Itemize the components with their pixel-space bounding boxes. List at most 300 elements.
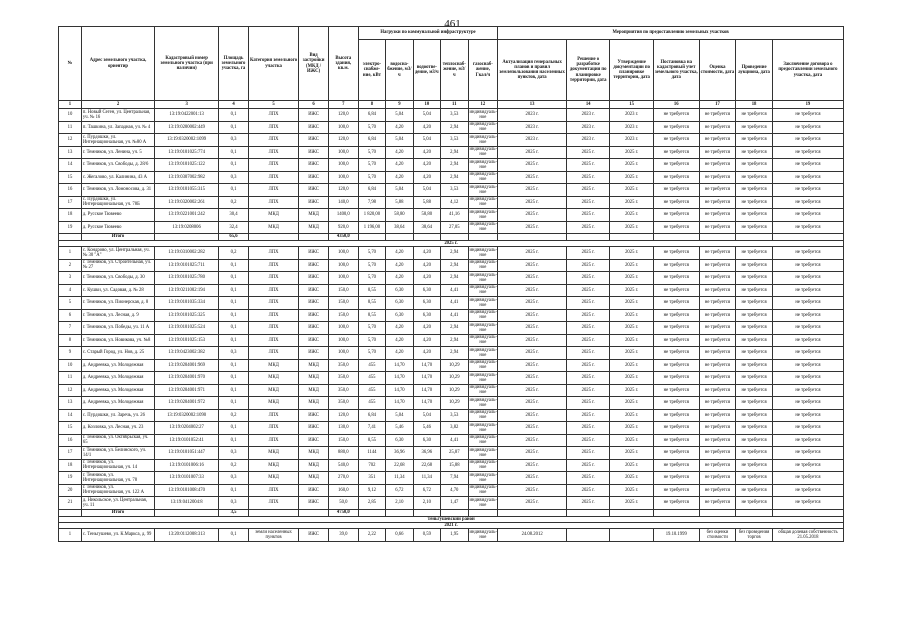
contract-cell: не требуется [772,472,843,485]
contract-cell: не требуется [772,434,843,447]
year-section-title: 2025 г. [59,241,844,247]
contract-cell: не требуется [772,159,843,172]
approve-cell: 2025 г. [610,334,653,347]
row-no: 17 [59,196,82,209]
gas-cell: индивидуаль-ное [469,122,497,133]
table-row [59,529,844,542]
total-spacer [358,509,385,516]
valuation-cell: не требуется [699,209,736,222]
year-section-title: 2021 г. [59,522,844,528]
approve-cell: 2025 г. [610,297,653,310]
col-valuation-header: Оценка стоимости, дата [699,40,736,101]
column-number: 15 [610,101,653,109]
address-cell: д. Русское Тювеево [81,221,154,234]
cadastral-cell: 13:19:0101025:774 [155,146,219,159]
update-plan-cell: 2025 г. [498,334,567,347]
address-cell: г. Темников, ул. Свободы, д. 30 [81,272,154,285]
cadastral-cell: 13:19:0101025:122 [155,159,219,172]
area-cell: 0,3 [219,472,249,485]
gas-cell: индивидуаль-ное [469,472,497,483]
total-spacer [653,234,699,241]
height-cell: 350,0 [328,359,358,372]
cadastre-cell: не требуется [653,196,699,209]
drainage-cell: 5,04 [413,134,440,147]
gas-cell: индивидуаль-ное [469,172,497,183]
build-type-cell: ИЖС [299,322,329,335]
approve-cell: 2025 г. [610,221,653,234]
valuation-cell: не требуется [699,284,736,297]
electricity-cell: 7,41 [358,422,385,435]
row-no: 20 [59,484,82,497]
auction-cell: не требуется [736,134,773,147]
address-cell: с. Теньгушево, ул. К.Маркса, д. 99 [81,529,154,542]
category-cell: МКД [248,209,298,222]
area-cell: 0,3 [219,497,249,510]
col-height-header: Высота здания, кв.м. [328,27,358,101]
electricity-cell: 5,70 [358,247,385,260]
area-cell: 0,1 [219,422,249,435]
valuation-cell: не требуется [699,121,736,134]
contract-cell: не требуется [772,484,843,497]
col-permit-header: Решение о разработке документации по планировке территории, дата [566,40,609,101]
cadastral-cell: 13:19:0101035:334 [155,297,219,310]
column-number: 2 [81,101,154,109]
category-cell: ЛПХ [248,497,298,510]
update-plan-cell: 2025 г. [498,359,567,372]
auction-cell: не требуется [736,484,773,497]
valuation-cell: не требуется [699,447,736,460]
electricity-cell: 5,70 [358,121,385,134]
row-no: 15 [59,171,82,184]
approve-cell: 2025 г. [610,322,653,335]
category-cell: ЛПХ [248,484,298,497]
row-no: 13 [59,146,82,159]
water-cell: 5,04 [386,184,413,197]
row-no: 14 [59,159,82,172]
table-row [59,359,844,372]
total-spacer [299,509,329,516]
area-cell: 0,1 [219,434,249,447]
total-spacer [772,234,843,241]
permit-cell: 2025 г. [566,247,609,260]
drainage-cell: 4,20 [413,259,440,272]
cadastral-cell: 13:19:0412004:8 [155,497,219,510]
water-cell: 11,34 [386,472,413,485]
permit-cell: 2025 г. [566,384,609,397]
build-type-cell: ИЖС [299,284,329,297]
electricity-cell: 455 [358,384,385,397]
build-type-cell: ИЖС [299,347,329,360]
cadastre-cell: не требуется [653,272,699,285]
build-type-cell: МКД [299,447,329,460]
row-no: 17 [59,447,82,460]
valuation-cell: не требуется [699,146,736,159]
contract-cell: не требуется [772,359,843,372]
cadastre-cell: не требуется [653,134,699,147]
permit-cell: 2025 г. [566,434,609,447]
cadastre-cell: не требуется [653,322,699,335]
total-spacer [413,509,440,516]
height-cell: 540,0 [328,459,358,472]
total-label: Итого [81,234,154,241]
valuation-cell: не требуется [699,196,736,209]
electricity-cell: 6,84 [358,409,385,422]
gas-cell: индивидуаль-ное [469,147,497,158]
col-contract-header: Заключение договора о предоставлении земельного участка, дата [772,40,843,101]
drainage-cell: 5,04 [413,109,440,122]
cadastre-cell: 19.10.1999 [653,529,699,542]
address-cell: г. Темников, ул. Интернациональная, уч. 78 [81,472,154,485]
total-spacer [653,509,699,516]
water-cell: 6,30 [386,434,413,447]
heat-cell: 4,41 [441,309,468,322]
electricity-cell: 7,98 [358,196,385,209]
gas-cell: индивидуаль-ное [469,397,497,408]
cadastral-cell: 13:19:0101006:16 [155,459,219,472]
approve-cell: 2025 г. [610,472,653,485]
update-plan-cell: 2025 г. [498,322,567,335]
address-cell: д. Козловка, ул. Лесная, уч. 23 [81,422,154,435]
height-cell: 39,0 [328,529,358,542]
cadastre-cell: не требуется [653,221,699,234]
category-cell: ЛПХ [248,159,298,172]
gas-cell: индивидуаль-ное [469,410,497,421]
valuation-cell: без оценки стоимости [699,529,736,542]
auction-cell: не требуется [736,184,773,197]
heat-cell: 41,16 [441,209,468,222]
drainage-cell: 6,30 [413,284,440,297]
total-spacer [772,509,843,516]
update-plan-cell: 2025 г. [498,221,567,234]
heat-cell: 2,94 [441,322,468,335]
valuation-cell: не требуется [699,497,736,510]
address-cell: с. Пурдошки, ул. Заречь, уч. 26 [81,409,154,422]
water-cell: 4,20 [386,146,413,159]
update-plan-cell: 2025 г. [498,272,567,285]
table-row [59,247,844,260]
electricity-cell: 702 [358,459,385,472]
gas-cell: индивидуаль-ное [469,197,497,208]
water-cell: 6,30 [386,284,413,297]
cadastre-cell: не требуется [653,171,699,184]
address-cell: г. Темников, ул. Свободы, д. 28/6 [81,159,154,172]
approve-cell: 2023 г. [610,109,653,122]
address-cell: г. Темников, ул. Пионерская, д. 8 [81,297,154,310]
permit-cell: 2025 г. [566,272,609,285]
drainage-cell: 5,88 [413,196,440,209]
approve-cell: 2025 г. [610,184,653,197]
build-type-cell: МКД [299,397,329,410]
auction-cell: не требуется [736,359,773,372]
contract-cell: не требуется [772,284,843,297]
approve-cell: 2025 г. [610,484,653,497]
update-plan-cell: 2025 г. [498,196,567,209]
water-cell: 14,70 [386,397,413,410]
drainage-cell: 2,10 [413,497,440,510]
row-no: 11 [59,121,82,134]
cadastre-cell: не требуется [653,284,699,297]
heat-cell: 4,70 [441,484,468,497]
col-category-header: Категория земельного участка [248,27,298,101]
col-heat-header: теплоснаб-жение, м3/ч [441,40,468,101]
valuation-cell: не требуется [699,134,736,147]
total-spacer [59,234,82,241]
height-cell: 1400,0 [328,209,358,222]
category-cell: ЛПХ [248,134,298,147]
area-cell: 0,1 [219,159,249,172]
row-no: 1 [59,247,82,260]
cadastral-cell: 13:19:0320002:261 [155,196,219,209]
valuation-cell: не требуется [699,334,736,347]
col-water-header: водосна-бжение, м3/ч [386,40,413,101]
update-plan-cell: 2025 г. [498,397,567,410]
row-no: 8 [59,334,82,347]
water-cell: 5,46 [386,422,413,435]
cadastral-cell: 13:19:0101025:153 [155,334,219,347]
heat-cell: 3,53 [441,184,468,197]
area-cell: 0,1 [219,529,249,542]
gas-cell: индивидуаль-ное [469,360,497,371]
build-type-cell: ИЖС [299,497,329,510]
approve-cell: 2025 г. [610,372,653,385]
total-spacer [566,234,609,241]
approve-cell: 2025 г. [610,146,653,159]
contract-cell: не требуется [772,209,843,222]
heat-cell: 2,94 [441,171,468,184]
contract-cell: не требуется [772,459,843,472]
cadastral-cell: 13:19:0204002:27 [155,422,219,435]
electricity-cell: 5,70 [358,146,385,159]
total-spacer [610,509,653,516]
cadastral-cell: 13:19:0204001:971 [155,384,219,397]
update-plan-cell: 2025 г. [498,297,567,310]
total-spacer [699,234,736,241]
auction-cell: не требуется [736,209,773,222]
address-cell: г. Темников, ул. Ленина, уч. 5 [81,146,154,159]
cadastre-cell: не требуется [653,372,699,385]
category-cell: МКД [248,472,298,485]
heat-cell: 2,94 [441,146,468,159]
height-cell: 50,0 [328,497,358,510]
row-no: 19 [59,221,82,234]
infra-group-header: Нагрузки по коммунальной инфраструктуре [358,27,498,40]
approve-cell: 2025 г. [610,397,653,410]
gas-cell: индивидуаль-ное [469,247,497,258]
area-cell: 0,1 [219,372,249,385]
build-type-cell: МКД [299,359,329,372]
row-no: 16 [59,434,82,447]
address-cell: г. Темников, ул. Октябрьская, уч. 65 [81,434,154,447]
build-type-cell: ИЖС [299,146,329,159]
update-plan-cell: 2023 г. [498,134,567,147]
permit-cell: 2025 г. [566,297,609,310]
heat-cell: 4,41 [441,284,468,297]
height-cell: 100,0 [328,347,358,360]
permit-cell: 2025 г. [566,359,609,372]
total-area: 65,6 [219,234,249,241]
column-number: 14 [566,101,609,109]
row-no: 10 [59,109,82,122]
area-cell: 0,2 [219,247,249,260]
heat-cell: 4,12 [441,196,468,209]
electricity-cell: 6,84 [358,184,385,197]
total-spacer [413,234,440,241]
total-spacer [248,509,298,516]
address-cell: г. Темников, ул. Интернациональная, уч. 14 [81,459,154,472]
cadastre-cell: не требуется [653,184,699,197]
cadastral-cell: 13:19:0101025:524 [155,322,219,335]
area-cell: 0,2 [219,409,249,422]
valuation-cell: не требуется [699,422,736,435]
permit-cell: 2025 г. [566,209,609,222]
permit-cell: 2025 г. [566,484,609,497]
cadastral-cell: 13:19:0204001:969 [155,359,219,372]
contract-cell: не требуется [772,171,843,184]
permit-cell: 2025 г. [566,347,609,360]
height-cell: 350,0 [328,397,358,410]
table-row [59,409,844,422]
table-row [59,134,844,147]
gas-cell: индивидуаль-ное [469,285,497,296]
category-cell: МКД [248,397,298,410]
column-number: 9 [386,101,413,109]
area-cell: 0,1 [219,384,249,397]
category-cell: ЛПХ [248,347,298,360]
contract-cell: не требуется [772,109,843,122]
category-cell: ЛПХ [248,322,298,335]
cadastral-cell: 13:19:0307002:982 [155,171,219,184]
auction-cell: не требуется [736,171,773,184]
area-cell: 0,1 [219,297,249,310]
total-spacer [386,509,413,516]
cadastre-cell: не требуется [653,422,699,435]
col-cadastral-header: Кадастровый номер земельного участка (при наличии) [155,27,219,101]
cadastral-cell: 13:19:0204001:970 [155,372,219,385]
valuation-cell: не требуется [699,272,736,285]
category-cell: МКД [248,459,298,472]
valuation-cell: не требуется [699,297,736,310]
cadastre-cell: не требуется [653,121,699,134]
valuation-cell: не требуется [699,109,736,122]
row-no: 14 [59,409,82,422]
address-cell: д. Андреевка, ул. Молодежная [81,384,154,397]
electricity-cell: 8,55 [358,309,385,322]
build-type-cell: ИЖС [299,484,329,497]
height-cell: 130,0 [328,422,358,435]
valuation-cell: не требуется [699,159,736,172]
valuation-cell: не требуется [699,409,736,422]
height-cell: 350,0 [328,384,358,397]
electricity-cell: 9,12 [358,484,385,497]
build-type-cell: ИЖС [299,109,329,122]
drainage-cell: 4,20 [413,347,440,360]
heat-cell: 4,41 [441,297,468,310]
cadastre-cell: не требуется [653,384,699,397]
address-cell: д. Никольское, ул. Центральная, уч. 11 [81,497,154,510]
cadastre-cell: не требуется [653,247,699,260]
cadastre-cell: не требуется [653,209,699,222]
cadastre-cell: не требуется [653,497,699,510]
total-spacer [386,234,413,241]
contract-cell: не требуется [772,121,843,134]
table-row [59,322,844,335]
update-plan-cell: 2025 г. [498,497,567,510]
row-no: 5 [59,297,82,310]
gas-cell: индивидуаль-ное [469,184,497,195]
auction-cell: не требуется [736,372,773,385]
contract-cell: не требуется [772,384,843,397]
gas-cell: индивидуаль-ное [469,485,497,496]
category-cell: МКД [248,359,298,372]
cadastre-cell: не требуется [653,409,699,422]
contract-cell: не требуется [772,309,843,322]
col-auction-header: Проведение аукциона, дата [736,40,773,101]
table-row [59,196,844,209]
table-row [59,159,844,172]
row-no: 12 [59,134,82,147]
table-row [59,397,844,410]
permit-cell: 2025 г. [566,372,609,385]
electricity-cell: 6,84 [358,109,385,122]
permit-cell: 2025 г. [566,184,609,197]
total-height: 4750,0 [328,509,358,516]
update-plan-cell: 2025 г. [498,247,567,260]
category-cell: ЛПХ [248,409,298,422]
electricity-cell: 8,55 [358,284,385,297]
column-number: 1 [59,101,82,109]
cadastral-cell: 13:19:0204001:972 [155,397,219,410]
permit-cell: 2025 г. [566,171,609,184]
height-cell: 150,0 [328,434,358,447]
permit-cell [566,529,609,542]
auction-cell: не требуется [736,109,773,122]
update-plan-cell: 2025 г. [498,209,567,222]
gas-cell: индивидуаль-ное [469,435,497,446]
cadastre-cell: не требуется [653,347,699,360]
height-cell: 150,0 [328,309,358,322]
valuation-cell: не требуется [699,397,736,410]
auction-cell: не требуется [736,334,773,347]
approve-cell: 2025 г. [610,196,653,209]
water-cell: 14,70 [386,384,413,397]
cadastre-cell: не требуется [653,397,699,410]
approve-cell: 2025 г. [610,209,653,222]
total-spacer [155,509,219,516]
area-cell: 0,1 [219,109,249,122]
col-electricity-header: электро-снабже-ние, кВт [358,40,385,101]
electricity-cell: 5,70 [358,322,385,335]
build-type-cell: ИЖС [299,134,329,147]
permit-cell: 2025 г. [566,322,609,335]
permit-cell: 2025 г. [566,422,609,435]
contract-cell: не требуется [772,497,843,510]
permit-cell: 2025 г. [566,146,609,159]
approve-cell: 2025 г. [610,284,653,297]
category-cell: земли населенных пунктов [248,529,298,542]
drainage-cell: 5,04 [413,409,440,422]
update-plan-cell: 2025 г. [498,484,567,497]
auction-cell: не требуется [736,159,773,172]
height-cell: 100,0 [328,259,358,272]
row-no: 16 [59,184,82,197]
category-cell: МКД [248,221,298,234]
cadastral-cell: 13:19:0101008:470 [155,484,219,497]
height-cell: 160,0 [328,484,358,497]
drainage-cell: 0,59 [413,529,440,542]
row-no: 6 [59,309,82,322]
permit-cell: 2025 г. [566,472,609,485]
approve-cell: 2025 г. [610,159,653,172]
